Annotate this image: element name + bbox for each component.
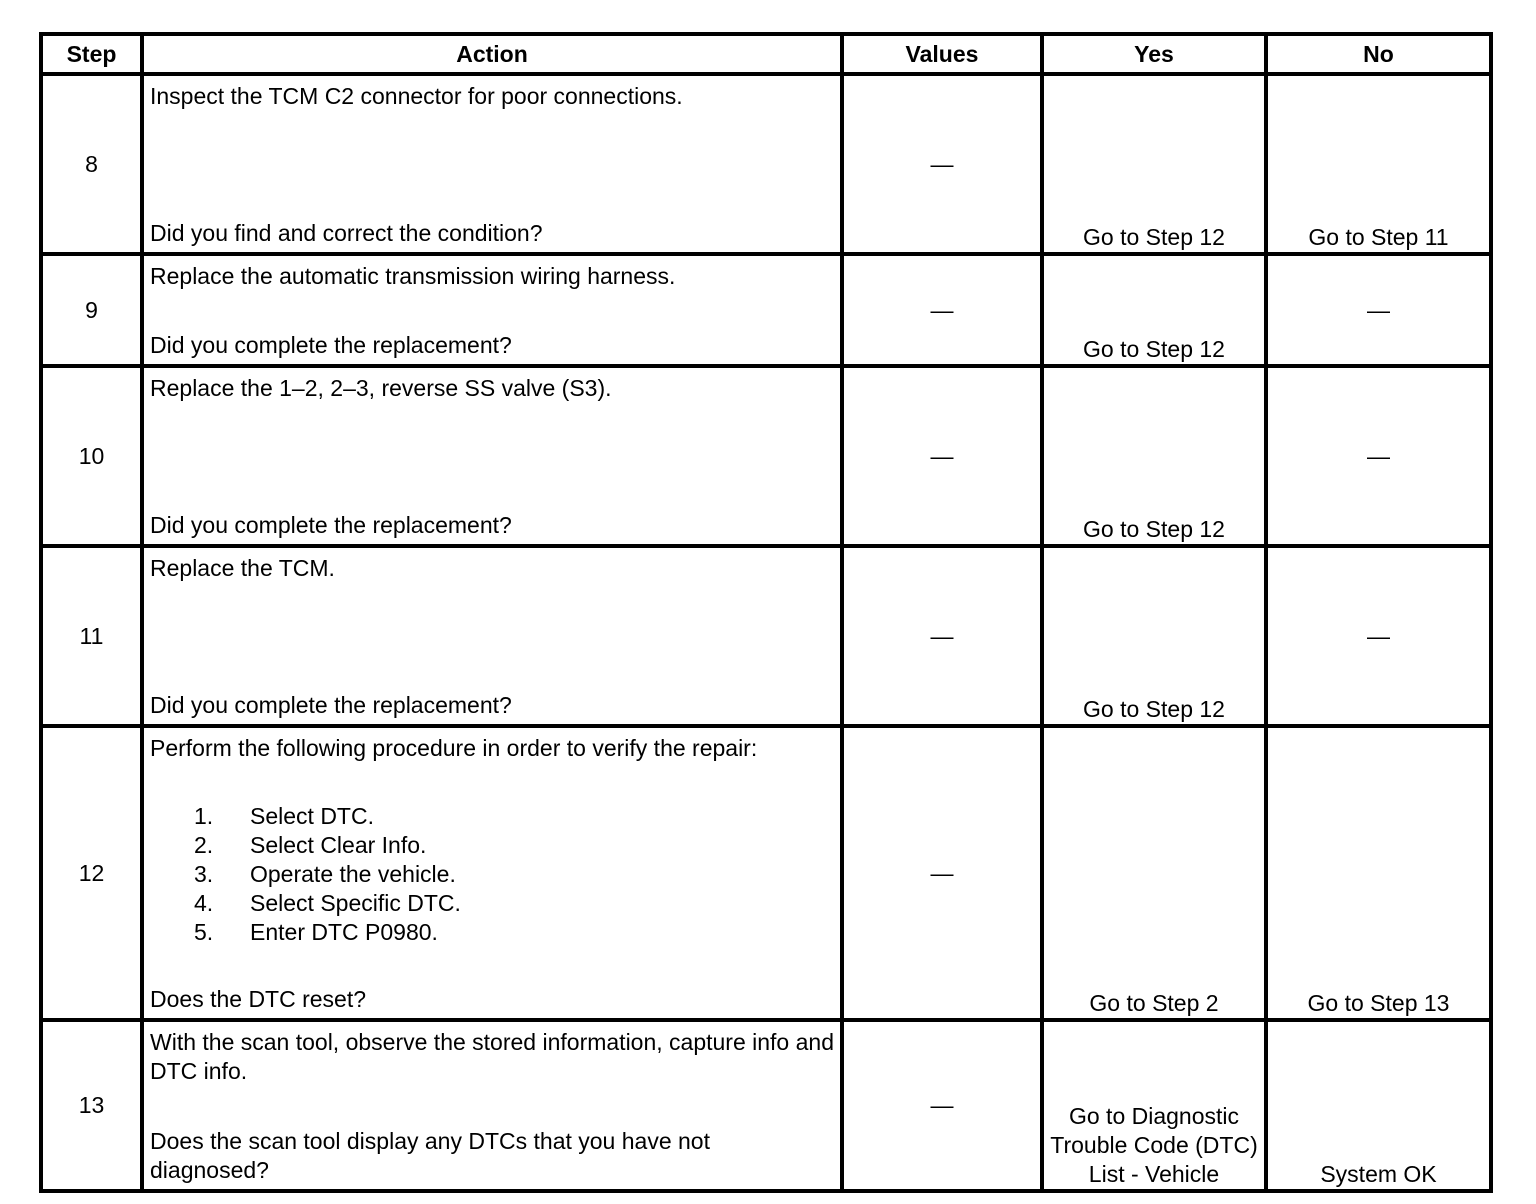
no-cell: Go to Step 11 bbox=[1266, 74, 1491, 254]
yes-cell: Go to Step 12 bbox=[1042, 546, 1266, 726]
list-item bbox=[194, 889, 834, 918]
yes-cell: Go to Step 2 bbox=[1042, 726, 1266, 1020]
list-item bbox=[194, 860, 834, 889]
action-cell bbox=[142, 74, 842, 254]
list-number: 3. bbox=[194, 860, 214, 887]
step-number: 13 bbox=[41, 1020, 142, 1191]
no-cell: — bbox=[1266, 366, 1491, 546]
values-cell: — bbox=[842, 1020, 1042, 1191]
step-number: 9 bbox=[41, 254, 142, 366]
values-cell: — bbox=[842, 726, 1042, 1020]
action-cell bbox=[142, 546, 842, 726]
action-text: Replace the TCM. bbox=[150, 555, 335, 581]
action-text: Replace the 1–2, 2–3, reverse SS valve (S3). bbox=[150, 375, 612, 401]
action-question: Did you complete the replacement? bbox=[150, 512, 512, 538]
yes-cell: Go to Step 12 bbox=[1042, 366, 1266, 546]
list-number: 4. bbox=[194, 889, 214, 916]
list-number: 5. bbox=[194, 918, 214, 945]
header-step: Step bbox=[41, 34, 142, 74]
header-no: No bbox=[1266, 34, 1491, 74]
header-yes: Yes bbox=[1042, 34, 1266, 74]
list-text: Select Clear Info. bbox=[250, 831, 427, 858]
list-text: Select DTC. bbox=[250, 802, 374, 829]
list-item bbox=[194, 802, 834, 831]
step-number: 10 bbox=[41, 366, 142, 546]
action-text: With the scan tool, observe the stored information, capture info and DTC info. bbox=[150, 1029, 834, 1084]
yes-cell: Go to Step 12 bbox=[1042, 254, 1266, 366]
action-cell bbox=[142, 1020, 842, 1191]
list-number: 2. bbox=[194, 831, 214, 858]
yes-cell: Go to Diagnostic Trouble Code (DTC) List - Vehicle bbox=[1042, 1020, 1266, 1191]
table-row bbox=[41, 366, 1491, 546]
values-cell: — bbox=[842, 254, 1042, 366]
no-cell: — bbox=[1266, 254, 1491, 366]
action-text: Inspect the TCM C2 connector for poor connections. bbox=[150, 83, 683, 109]
header-row bbox=[41, 34, 1491, 74]
list-item bbox=[194, 918, 834, 947]
values-cell: — bbox=[842, 546, 1042, 726]
no-cell: System OK bbox=[1266, 1020, 1491, 1191]
list-text: Select Specific DTC. bbox=[250, 889, 461, 916]
action-text: Replace the automatic transmission wiring harness. bbox=[150, 263, 676, 289]
list-text: Enter DTC P0980. bbox=[250, 918, 438, 945]
table-row bbox=[41, 546, 1491, 726]
step-number: 11 bbox=[41, 546, 142, 726]
action-question: Does the scan tool display any DTCs that you have not diagnosed? bbox=[150, 1128, 710, 1183]
procedure-list bbox=[150, 802, 834, 947]
action-cell bbox=[142, 254, 842, 366]
no-cell: Go to Step 13 bbox=[1266, 726, 1491, 1020]
header-values: Values bbox=[842, 34, 1042, 74]
action-cell bbox=[142, 726, 842, 1020]
table-row bbox=[41, 1020, 1491, 1191]
action-question: Did you find and correct the condition? bbox=[150, 220, 543, 246]
list-item bbox=[194, 831, 834, 860]
table-row bbox=[41, 74, 1491, 254]
diagnostic-step-table bbox=[39, 32, 1493, 1193]
list-number: 1. bbox=[194, 802, 214, 829]
header-action: Action bbox=[142, 34, 842, 74]
yes-cell: Go to Step 12 bbox=[1042, 74, 1266, 254]
action-question: Did you complete the replacement? bbox=[150, 332, 512, 358]
table-row bbox=[41, 726, 1491, 1020]
list-text: Operate the vehicle. bbox=[250, 860, 456, 887]
action-question: Does the DTC reset? bbox=[150, 986, 367, 1012]
values-cell: — bbox=[842, 366, 1042, 546]
action-question: Did you complete the replacement? bbox=[150, 692, 512, 718]
values-cell: — bbox=[842, 74, 1042, 254]
action-text: Perform the following procedure in order to verify the repair: bbox=[150, 735, 758, 761]
step-number: 8 bbox=[41, 74, 142, 254]
action-cell bbox=[142, 366, 842, 546]
no-cell: — bbox=[1266, 546, 1491, 726]
step-number: 12 bbox=[41, 726, 142, 1020]
table-row bbox=[41, 254, 1491, 366]
